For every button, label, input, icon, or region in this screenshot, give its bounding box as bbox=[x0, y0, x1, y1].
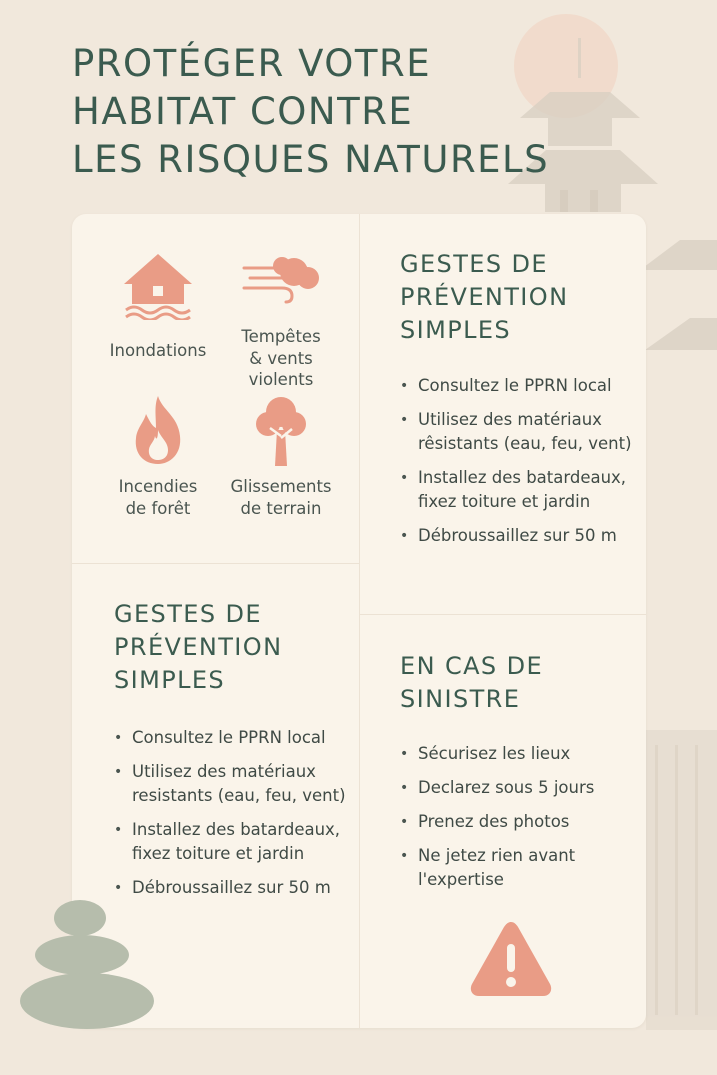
fire-icon bbox=[128, 394, 188, 466]
list-item: • Utilisez des matériaux resistants (eau, feu, vent) bbox=[114, 760, 346, 808]
prevention-title: GESTES DE PRÉVENTION SIMPLES bbox=[114, 600, 283, 694]
divider bbox=[360, 614, 646, 615]
stacked-stones-icon bbox=[18, 898, 158, 1033]
page-title-line: PROTÉGER VOTRE bbox=[72, 42, 432, 85]
list-item: • Installez des batardeaux, fixez toiture et jardin bbox=[400, 466, 636, 514]
hazard-label: Tempêtes & vents violents bbox=[241, 327, 321, 389]
divider bbox=[359, 214, 360, 1028]
list-item: • Ne jetez rien avant l'expertise bbox=[400, 844, 626, 892]
hazard-storm bbox=[222, 252, 340, 391]
storm-wind-icon bbox=[240, 252, 322, 306]
list-item: • Sécurisez les lieux bbox=[400, 742, 626, 766]
page-title bbox=[72, 40, 549, 184]
prevention-list bbox=[400, 374, 636, 558]
page-title-line: LES RISQUES NATURELS bbox=[72, 138, 550, 181]
list-item: • Débroussaillez sur 50 m bbox=[400, 524, 636, 548]
hazard-landslide bbox=[220, 394, 342, 519]
list-item: • Utilisez des matériaux rêsistants (eau, feu, vent) bbox=[400, 408, 636, 456]
list-item: • Consultez le PPRN local bbox=[114, 726, 346, 750]
list-item: • Declarez sous 5 jours bbox=[400, 776, 626, 800]
flooded-house-icon bbox=[120, 252, 196, 320]
building-silhouette bbox=[646, 730, 717, 1030]
sinistre-title: EN CAS DE SINISTRE bbox=[400, 652, 544, 713]
list-item: • Installez des batardeaux, fixez toiture et jardin bbox=[114, 818, 346, 866]
prevention-list bbox=[114, 726, 346, 910]
list-item: • Débroussaillez sur 50 m bbox=[114, 876, 346, 900]
info-card bbox=[72, 214, 646, 1028]
hazard-label: Incendies de forêt bbox=[118, 477, 198, 518]
prevention-title: GESTES DE PRÉVENTION SIMPLES bbox=[400, 250, 569, 344]
tree-landslide-icon bbox=[254, 394, 308, 466]
hazard-label: Glissements de terrain bbox=[230, 477, 332, 518]
divider bbox=[72, 563, 359, 564]
hazard-fire bbox=[100, 394, 216, 519]
hazard-label: Inondations bbox=[109, 341, 207, 360]
list-item: • Consultez le PPRN local bbox=[400, 374, 636, 398]
list-item: • Prenez des photos bbox=[400, 810, 626, 834]
sinistre-list bbox=[400, 742, 626, 902]
hazard-flood bbox=[100, 252, 216, 362]
warning-icon bbox=[468, 918, 554, 998]
page-title-line: HABITAT CONTRE bbox=[72, 90, 414, 133]
